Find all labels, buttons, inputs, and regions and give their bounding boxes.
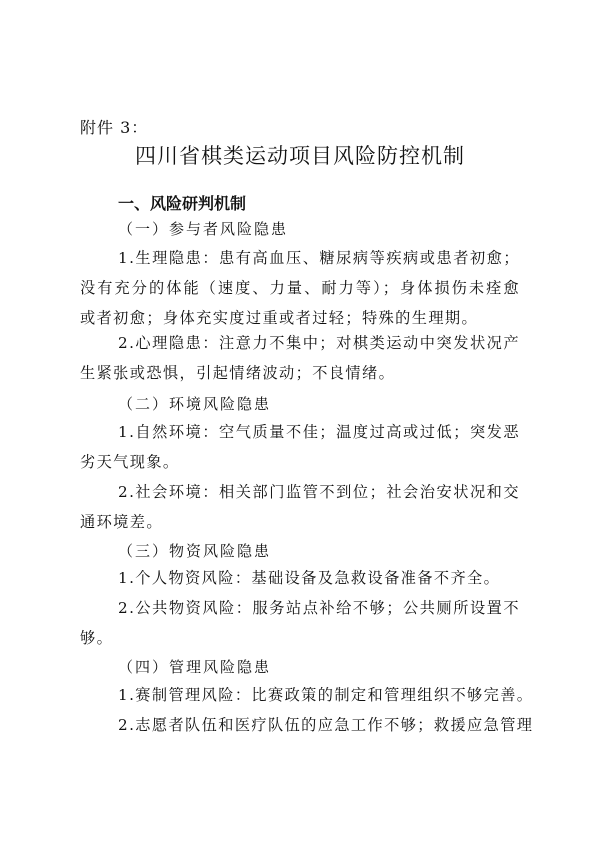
document-title: 四川省棋类运动项目风险防控机制: [135, 144, 465, 168]
paragraph-natural-environment: 1.自然环境：空气质量不佳；温度过高或过低；突发恶劣天气现象。: [80, 423, 520, 471]
section-heading-1: 一、风险研判机制: [118, 194, 247, 213]
subsection-heading-4: （四）管理风险隐患: [118, 658, 272, 676]
paragraph-psychological: 2.心理隐患：注意力不集中；对棋类运动中突发状况产生紧张或恐惧，引起情绪波动；不良情绪。: [80, 334, 520, 382]
attachment-label: 附件 3：: [80, 118, 149, 137]
paragraph-volunteer-medical: 2.志愿者队伍和医疗队伍的应急工作不够；救援应急管理: [118, 716, 534, 734]
paragraph-personal-supplies: 1.个人物资风险：基础设备及急救设备准备不齐全。: [118, 569, 501, 587]
paragraph-physiological: 1.生理隐患：患有高血压、糖尿病等疾病或患者初愈；没有充分的体能（速度、力量、耐力等）；身体损伤未痊愈或者初愈；身体充实度过重或者过轻；特殊的生理期。: [80, 249, 520, 327]
subsection-heading-1: （一）参与者风险隐患: [118, 220, 289, 238]
subsection-heading-3: （三）物资风险隐患: [118, 542, 272, 560]
paragraph-public-supplies: 2.公共物资风险：服务站点补给不够；公共厕所设置不够。: [80, 599, 520, 647]
subsection-heading-2: （二）环境风险隐患: [118, 395, 272, 413]
paragraph-social-environment: 2.社会环境：相关部门监管不到位；社会治安状况和交通环境差。: [80, 483, 520, 531]
paragraph-competition-management: 1.赛制管理风险：比赛政策的制定和管理组织不够完善。: [118, 686, 534, 704]
